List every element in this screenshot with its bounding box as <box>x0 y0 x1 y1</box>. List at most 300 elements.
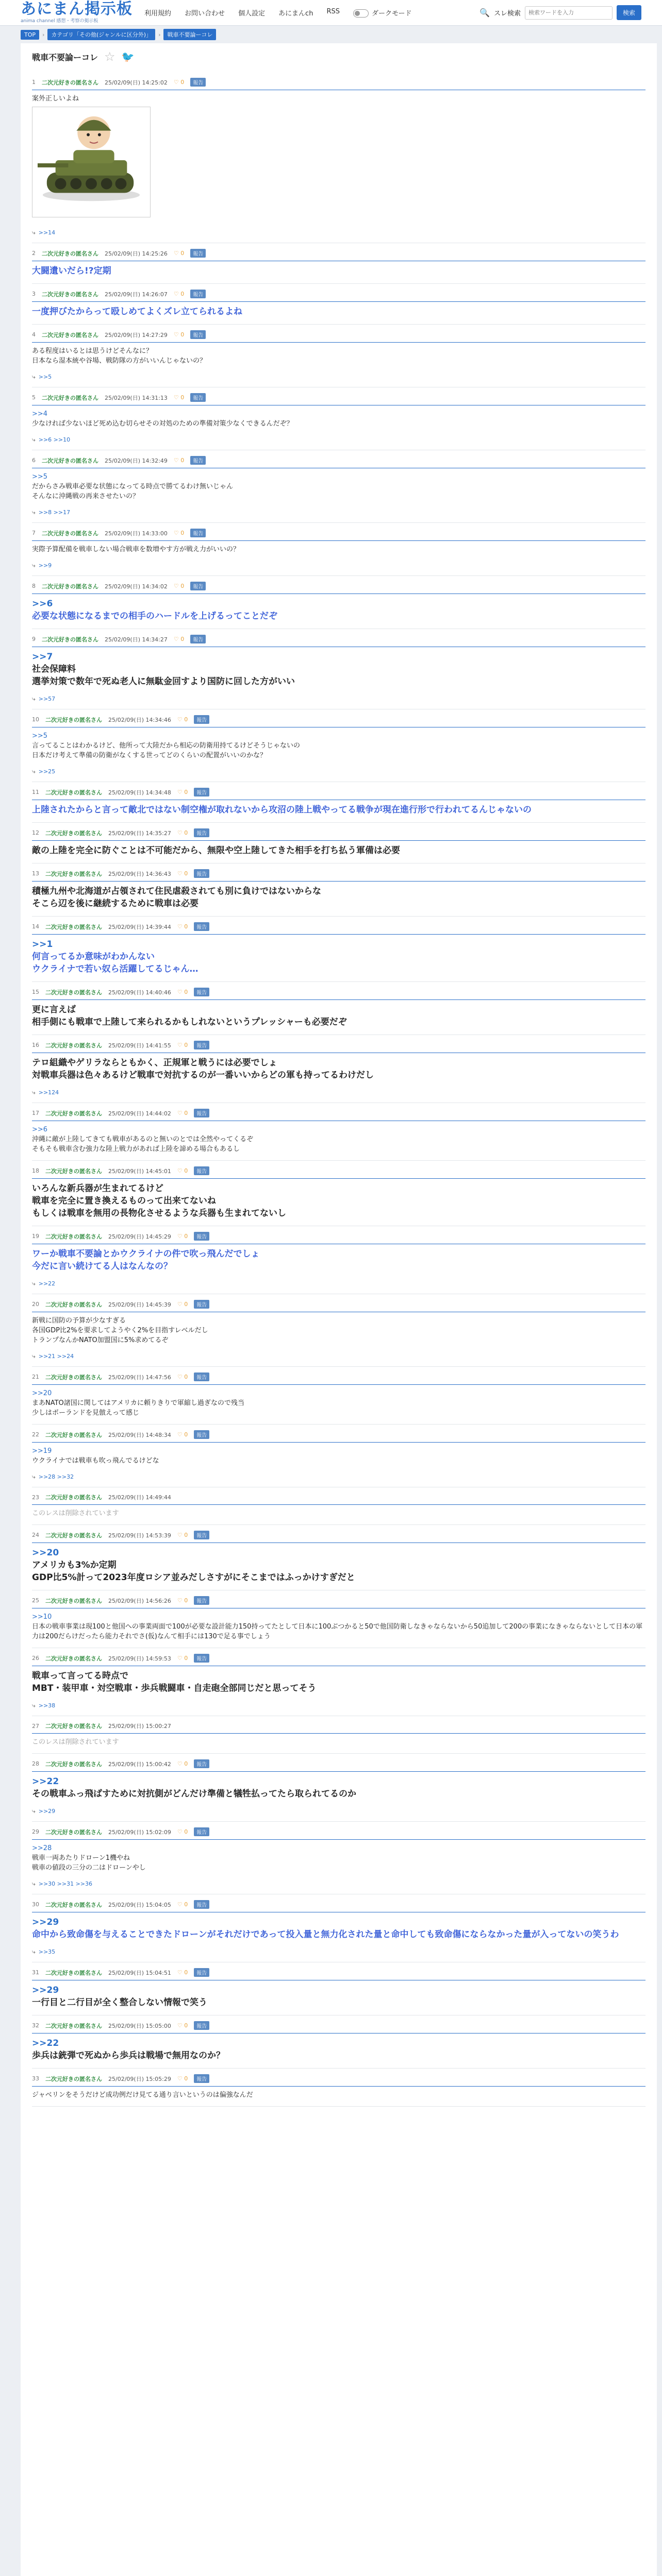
post-line: そんなに沖縄戦の再来させたいの？ <box>32 493 140 500</box>
like-button[interactable]: ♡ 0 <box>177 1301 188 1308</box>
report-button[interactable]: 報告 <box>190 249 206 258</box>
report-button[interactable]: 報告 <box>194 715 209 724</box>
heart-icon: ♡ <box>177 1969 183 1976</box>
like-button[interactable]: ♡ 0 <box>177 1042 188 1048</box>
report-button[interactable]: 報告 <box>190 290 206 298</box>
post-body <box>32 346 646 366</box>
post-item <box>32 2069 646 2107</box>
report-button[interactable]: 報告 <box>194 2074 209 2083</box>
like-button[interactable]: ♡ 0 <box>173 457 185 464</box>
post-header <box>32 1722 646 1734</box>
post-number[interactable]: 7 <box>32 530 36 536</box>
post-date: 25/02/09(日) 14:45:01 <box>108 1167 171 1175</box>
report-button[interactable]: 報告 <box>194 828 209 837</box>
reply-arrow-icon: ⤷ <box>32 695 36 702</box>
post-body <box>32 409 646 429</box>
post-body <box>32 1125 646 1154</box>
like-button[interactable]: ♡ 0 <box>173 394 185 401</box>
report-button[interactable]: 報告 <box>194 1232 209 1241</box>
reply-arrow-icon: ⤷ <box>32 1352 36 1360</box>
post-body <box>32 265 646 277</box>
post-date: 25/02/09(日) 14:35:27 <box>108 829 171 837</box>
report-button[interactable]: 報告 <box>194 1372 209 1381</box>
post-item <box>32 1035 646 1103</box>
post-date: 25/02/09(日) 14:36:43 <box>108 870 171 877</box>
post-date: 25/02/09(日) 14:53:39 <box>108 1532 171 1539</box>
post-line: 一行目と二行目が全く整合しない情報で笑う <box>32 1997 207 2008</box>
post-line: 相手側にも戦車で上陸して来られるかもしれないというプレッシャーも必要だぞ <box>32 1017 347 1027</box>
report-button[interactable]: 報告 <box>194 1900 209 1909</box>
report-button[interactable]: 報告 <box>190 78 206 87</box>
nav-contact[interactable]: お問い合わせ <box>185 9 225 18</box>
post-body <box>32 804 646 816</box>
post-date: 25/02/09(日) 14:44:02 <box>108 1110 171 1117</box>
post-number[interactable]: 26 <box>32 1655 39 1662</box>
reply-arrow-icon: ⤷ <box>32 1807 36 1815</box>
post-line[interactable]: >>10 <box>32 1613 52 1621</box>
heart-icon: ♡ <box>177 923 183 930</box>
post-number[interactable]: 25 <box>32 1597 39 1604</box>
poster-name: 二次元好きの匿名さん <box>45 1110 102 1117</box>
report-button[interactable]: 報告 <box>194 1041 209 1049</box>
post-line: ある程度はいるとは思うけどそんなに？ <box>32 347 153 355</box>
post-number[interactable]: 32 <box>32 2022 39 2029</box>
post-item <box>32 325 646 387</box>
reply-link[interactable]: >>8 >>17 <box>38 509 71 516</box>
heart-icon: ♡ <box>177 1532 183 1538</box>
like-button[interactable]: ♡ 0 <box>177 870 188 877</box>
post-body <box>32 1916 646 1941</box>
report-button[interactable]: 報告 <box>194 1300 209 1309</box>
post-body <box>32 472 646 501</box>
reply-links <box>32 1880 646 1888</box>
tank-character-image[interactable] <box>32 107 151 217</box>
search-input[interactable] <box>525 6 613 20</box>
post-item <box>32 982 646 1035</box>
post-number[interactable]: 15 <box>32 989 39 995</box>
reply-links <box>32 373 646 381</box>
like-button[interactable]: ♡ 0 <box>177 1597 188 1604</box>
report-button[interactable]: 報告 <box>190 330 206 339</box>
reply-link[interactable]: >>25 <box>38 768 56 775</box>
post-line[interactable]: >>20 <box>32 1548 59 1558</box>
post-line[interactable]: >>6 <box>32 599 53 609</box>
reply-arrow-icon: ⤷ <box>32 229 36 236</box>
post-line[interactable]: >>5 <box>32 732 48 740</box>
post-header <box>32 828 646 841</box>
like-button[interactable]: ♡ 0 <box>173 583 185 589</box>
post-date: 25/02/09(日) 14:31:13 <box>105 394 168 401</box>
report-button[interactable]: 報告 <box>194 1654 209 1663</box>
post-number[interactable]: 2 <box>32 250 36 257</box>
post-header <box>32 1596 646 1608</box>
poster-name: 二次元好きの匿名さん <box>45 2022 102 2029</box>
like-button[interactable]: ♡ 0 <box>177 1655 188 1662</box>
post-line[interactable]: >>20 <box>32 1389 52 1397</box>
post-body <box>32 1843 646 1873</box>
post-number[interactable]: 27 <box>32 1722 39 1730</box>
twitter-share-icon[interactable]: 🐦 <box>121 50 135 63</box>
post-item <box>32 1294 646 1367</box>
report-button[interactable]: 報告 <box>190 456 206 465</box>
post-number[interactable]: 20 <box>32 1301 39 1308</box>
post-line: もしくは戦車を無用の長物化させるような兵器も生まれてないし <box>32 1208 286 1218</box>
post-date: 25/02/09(日) 14:27:29 <box>105 331 168 338</box>
post-line: ウクライナでは戦車も吹っ飛んでるけどな <box>32 1457 159 1465</box>
post-item <box>32 863 646 917</box>
post-line: まあNATO諸国に関してはアメリカに頼りきりで軍縮し過ぎなので残当 <box>32 1399 244 1407</box>
report-button[interactable]: 報告 <box>194 788 209 796</box>
like-button[interactable]: ♡ 0 <box>177 829 188 836</box>
post-header <box>32 1166 646 1179</box>
post-date: 25/02/09(日) 14:25:26 <box>105 250 168 257</box>
like-button[interactable]: ♡ 0 <box>177 1828 188 1835</box>
post-body <box>32 94 646 104</box>
post-number[interactable]: 21 <box>32 1374 39 1380</box>
post-header <box>32 1372 646 1385</box>
post-date: 25/02/09(日) 15:02:09 <box>108 1828 171 1836</box>
post-item <box>32 1590 646 1648</box>
poster-name: 二次元好きの匿名さん <box>45 1969 102 1976</box>
report-button[interactable]: 報告 <box>194 1109 209 1117</box>
post-number[interactable]: 19 <box>32 1233 39 1240</box>
poster-name: 二次元好きの匿名さん <box>45 1760 102 1768</box>
reply-arrow-icon: ⤷ <box>32 562 36 569</box>
post-body <box>32 938 646 975</box>
search-button[interactable]: 検索 <box>617 5 641 20</box>
heart-icon: ♡ <box>173 250 179 257</box>
post-line: そこら辺を後に継続するために戦車は必要 <box>32 899 198 909</box>
poster-name: 二次元好きの匿名さん <box>42 394 98 401</box>
post-line: 社会保障料 <box>32 664 76 674</box>
post-line[interactable]: >>28 <box>32 1844 52 1852</box>
heart-icon: ♡ <box>173 331 179 338</box>
poster-name: 二次元好きの匿名さん <box>42 636 98 643</box>
heart-icon: ♡ <box>177 2022 183 2029</box>
report-button[interactable]: 報告 <box>194 1166 209 1175</box>
post-header <box>32 2021 646 2033</box>
report-button[interactable]: 報告 <box>194 1968 209 1977</box>
post-line: 更に言えば <box>32 1005 76 1015</box>
post-header <box>32 582 646 594</box>
post-header <box>32 869 646 882</box>
poster-name: 二次元好きの匿名さん <box>45 1723 102 1730</box>
post-line: このレスは削除されています <box>32 1738 119 1746</box>
post-date: 25/02/09(日) 15:05:00 <box>108 2022 171 2029</box>
reply-link[interactable]: >>28 >>32 <box>38 1473 74 1480</box>
post-item <box>32 917 646 982</box>
reply-arrow-icon: ⤷ <box>32 1702 36 1709</box>
post-number[interactable]: 33 <box>32 2075 39 2082</box>
post-item <box>32 576 646 629</box>
post-line: 戦車って言ってる時点で <box>32 1671 128 1681</box>
post-line[interactable]: >>1 <box>32 939 53 950</box>
poster-name: 二次元好きの匿名さん <box>45 1374 102 1381</box>
post-item <box>32 1103 646 1161</box>
report-button[interactable]: 報告 <box>190 635 206 643</box>
post-line: 実際予算配備を戦車しない場合戦車を数増やす方が戦え力がいいの？ <box>32 546 240 553</box>
post-line: テロ組織やゲリラならともかく、正規軍と戦うには必要でしょ <box>32 1058 277 1068</box>
post-number[interactable]: 22 <box>32 1431 39 1438</box>
post-number[interactable]: 16 <box>32 1042 39 1048</box>
page-title: 戦車不要論ーコレ <box>32 52 98 62</box>
like-button[interactable]: ♡ 0 <box>173 636 185 642</box>
post-number[interactable]: 13 <box>32 870 39 877</box>
post-date: 25/02/09(日) 14:34:02 <box>105 583 168 590</box>
post-number[interactable]: 11 <box>32 789 39 795</box>
report-button[interactable]: 報告 <box>194 869 209 878</box>
like-button[interactable]: ♡ 0 <box>177 1110 188 1116</box>
post-header <box>32 1759 646 1772</box>
reply-arrow-icon: ⤷ <box>32 1880 36 1887</box>
post-date: 25/02/09(日) 14:47:56 <box>108 1374 171 1381</box>
post-item <box>32 523 646 576</box>
like-button[interactable]: ♡ 0 <box>177 1532 188 1538</box>
report-button[interactable]: 報告 <box>194 1596 209 1605</box>
like-button[interactable]: ♡ 0 <box>177 1431 188 1438</box>
post-item <box>32 1754 646 1822</box>
poster-name: 二次元好きの匿名さん <box>45 1233 102 1240</box>
post-item <box>32 1648 646 1716</box>
post-line[interactable]: >>5 <box>32 473 48 481</box>
post-body <box>32 306 646 318</box>
heart-icon: ♡ <box>177 2075 183 2082</box>
post-item <box>32 1425 646 1487</box>
post-date: 25/02/09(日) 14:34:27 <box>105 636 168 643</box>
like-button[interactable]: ♡ 0 <box>177 1233 188 1240</box>
post-line: 日本の戦車事業は現100と他国への事業両面で100が必要な設計能力150持ってたとして日本に100ぶつかると50で他国防衛しなきゃならないから50追加して200の事業になきゃならないとして日本の軍力は200だらけだったら能力それでさ(仮)なんて相手には130で足る事でしょう <box>32 1623 643 1640</box>
post-date: 25/02/09(日) 14:45:39 <box>108 1301 171 1308</box>
post-number[interactable]: 24 <box>32 1532 39 1538</box>
heart-icon: ♡ <box>177 1167 183 1174</box>
post-date: 25/02/09(日) 14:59:53 <box>108 1655 171 1662</box>
reply-link[interactable]: >>124 <box>38 1089 59 1096</box>
reply-arrow-icon: ⤷ <box>32 373 36 380</box>
post-body <box>32 1984 646 2009</box>
report-button[interactable]: 報告 <box>194 1531 209 1539</box>
like-button[interactable]: ♡ 0 <box>177 1969 188 1976</box>
post-line: だからさみ戦車必要な状態になってる時点で勝てるわけ無いじゃん <box>32 483 234 490</box>
post-body <box>32 1509 646 1518</box>
post-body <box>32 651 646 688</box>
poster-name: 二次元好きの匿名さん <box>45 1532 102 1539</box>
like-button[interactable]: ♡ 0 <box>177 2075 188 2082</box>
post-date: 25/02/09(日) 14:40:46 <box>108 989 171 996</box>
nav-terms[interactable]: 利用規約 <box>144 9 172 18</box>
like-button[interactable]: ♡ 0 <box>173 250 185 257</box>
post-line: 言ってることはわかるけど、他所って大陸だから相応の防衛用持てるけどそうじゃないの <box>32 742 301 750</box>
post-line[interactable]: >>19 <box>32 1447 52 1455</box>
reply-arrow-icon: ⤷ <box>32 1089 36 1096</box>
post-date: 25/02/09(日) 14:25:02 <box>105 79 168 86</box>
poster-name: 二次元好きの匿名さん <box>45 1494 102 1501</box>
reply-arrow-icon: ⤷ <box>32 1473 36 1480</box>
like-button[interactable]: ♡ 0 <box>173 291 185 297</box>
post-number[interactable]: 5 <box>32 394 36 401</box>
heart-icon: ♡ <box>173 394 179 401</box>
like-button[interactable]: ♡ 0 <box>177 2022 188 2029</box>
post-header <box>32 1109 646 1121</box>
post-line[interactable]: >>7 <box>32 652 53 662</box>
like-button[interactable]: ♡ 0 <box>177 1901 188 1908</box>
post-line[interactable]: >>22 <box>32 2038 59 2048</box>
reply-link[interactable]: >>35 <box>38 1948 56 1955</box>
like-button[interactable]: ♡ 0 <box>177 716 188 723</box>
report-button[interactable]: 報告 <box>190 529 206 537</box>
post-body <box>32 1182 646 1219</box>
report-button[interactable]: 報告 <box>194 988 209 996</box>
dark-mode-toggle[interactable]: ダークモード <box>353 8 411 18</box>
like-button[interactable]: ♡ 0 <box>177 923 188 930</box>
heart-icon: ♡ <box>177 1110 183 1116</box>
post-item <box>32 1822 646 1894</box>
post-header <box>32 635 646 647</box>
favorite-star-icon[interactable]: ☆ <box>104 49 115 64</box>
reply-link[interactable]: >>14 <box>38 229 56 236</box>
post-line: 選挙対策で数年で死ぬ老人に無駄金回すより国防に回した方がいい <box>32 676 295 687</box>
post-date: 25/02/09(日) 15:00:27 <box>108 1723 171 1730</box>
post-date: 25/02/09(日) 14:34:46 <box>108 716 171 723</box>
post-line: 今だに言い続けてる人はなんなの？ <box>32 1261 172 1272</box>
like-button[interactable]: ♡ 0 <box>177 1374 188 1380</box>
reply-links <box>32 229 646 236</box>
reply-links <box>32 562 646 569</box>
post-item <box>32 1161 646 1226</box>
heart-icon: ♡ <box>177 870 183 877</box>
heart-icon: ♡ <box>173 79 179 86</box>
heart-icon: ♡ <box>173 636 179 642</box>
report-button[interactable]: 報告 <box>194 2021 209 2030</box>
post-line[interactable]: >>4 <box>32 410 48 418</box>
poster-name: 二次元好きの匿名さん <box>42 530 98 537</box>
reply-link[interactable]: >>5 <box>38 374 52 380</box>
report-button[interactable]: 報告 <box>194 922 209 931</box>
poster-name: 二次元好きの匿名さん <box>45 1597 102 1604</box>
breadcrumb-top[interactable]: TOP <box>21 30 39 40</box>
post-number[interactable]: 10 <box>32 716 39 723</box>
nav-animanch[interactable]: あにまんch <box>278 9 313 18</box>
post-number[interactable]: 8 <box>32 583 36 589</box>
poster-name: 二次元好きの匿名さん <box>42 250 98 257</box>
reply-link[interactable]: >>30 >>31 >>36 <box>38 1880 93 1887</box>
like-button[interactable]: ♡ 0 <box>177 1760 188 1767</box>
breadcrumb-thread[interactable]: 戦車不要論ーコレ <box>163 29 216 40</box>
post-number[interactable]: 9 <box>32 636 36 642</box>
reply-link[interactable]: >>29 <box>38 1808 56 1815</box>
heart-icon: ♡ <box>177 1760 183 1767</box>
post-line: その戦車ふっ飛ばすために対抗側がどんだけ準備と犠牲払ってたら取られてるのか <box>32 1789 356 1799</box>
post-line: 少なければ少ないほど死め込む切らせその対処のための準備対策少なくできるんだぞ？ <box>32 420 293 428</box>
post-line[interactable]: >>29 <box>32 1985 59 1995</box>
heart-icon: ♡ <box>177 1233 183 1240</box>
post-item <box>32 450 646 523</box>
top-bar <box>0 0 662 26</box>
reply-link[interactable]: >>21 >>24 <box>38 1353 74 1360</box>
post-line: 積極九州や北海道が占領されて住民虐殺されても別に負けではないからな <box>32 886 321 896</box>
post-number[interactable]: 4 <box>32 331 36 338</box>
post-body <box>32 598 646 622</box>
nav-settings[interactable]: 個人設定 <box>238 9 266 18</box>
post-date: 25/02/09(日) 14:33:00 <box>105 530 168 537</box>
post-header <box>32 78 646 90</box>
heart-icon: ♡ <box>177 1374 183 1380</box>
reply-link[interactable]: >>57 <box>38 696 56 702</box>
post-date: 25/02/09(日) 14:34:48 <box>108 789 171 796</box>
nav-rss[interactable]: RSS <box>326 7 340 15</box>
reply-links <box>32 509 646 516</box>
post-number[interactable]: 17 <box>32 1110 39 1116</box>
post-number[interactable]: 6 <box>32 457 36 464</box>
like-button[interactable]: ♡ 0 <box>173 79 185 86</box>
post-header <box>32 529 646 541</box>
post-item <box>32 284 646 325</box>
like-button[interactable]: ♡ 0 <box>173 530 185 536</box>
post-body <box>32 1388 646 1418</box>
post-line[interactable]: >>29 <box>32 1917 59 1927</box>
site-logo[interactable]: あにまん掲示板 anima channel 感想・考察の掲示板 <box>21 0 133 24</box>
post-number[interactable]: 14 <box>32 923 39 930</box>
poster-name: 二次元好きの匿名さん <box>45 1042 102 1049</box>
reply-link[interactable]: >>6 >>10 <box>38 436 71 443</box>
post-number[interactable]: 29 <box>32 1828 39 1835</box>
post-body <box>32 731 646 760</box>
post-line[interactable]: >>22 <box>32 1776 59 1787</box>
post-item <box>32 387 646 450</box>
post-item <box>32 1894 646 1962</box>
heart-icon: ♡ <box>177 1042 183 1048</box>
heart-icon: ♡ <box>177 829 183 836</box>
like-button[interactable]: ♡ 0 <box>173 331 185 338</box>
poster-name: 二次元好きの匿名さん <box>42 457 98 464</box>
post-number[interactable]: 3 <box>32 291 36 297</box>
post-number[interactable]: 23 <box>32 1494 39 1501</box>
post-header <box>32 988 646 1000</box>
reply-link[interactable]: >>22 <box>38 1280 56 1287</box>
like-button[interactable]: ♡ 0 <box>177 789 188 795</box>
post-line: 何言ってるか意味がわかんない <box>32 952 155 962</box>
reply-link[interactable]: >>9 <box>38 562 52 569</box>
report-button[interactable]: 報告 <box>194 1430 209 1439</box>
post-number[interactable]: 18 <box>32 1167 39 1174</box>
post-header <box>32 1300 646 1312</box>
post-line: 戦車一両あたりドローン1機やね <box>32 1854 130 1862</box>
post-line[interactable]: >>6 <box>32 1126 48 1133</box>
post-body <box>32 844 646 857</box>
post-item <box>32 629 646 709</box>
post-number[interactable]: 12 <box>32 829 39 836</box>
post-line: そもそも戦車含む強力な陸上戦力があれば上陸を諦める場合もあるし <box>32 1145 240 1153</box>
like-button[interactable]: ♡ 0 <box>177 1167 188 1174</box>
reply-links <box>32 1089 646 1096</box>
post-number[interactable]: 1 <box>32 79 36 86</box>
reply-link[interactable]: >>38 <box>38 1702 56 1709</box>
breadcrumb-category[interactable]: カテゴリ「その他(ジャンルに区分外)」 <box>47 29 155 40</box>
poster-name: 二次元好きの匿名さん <box>45 2075 102 2082</box>
report-button[interactable]: 報告 <box>190 393 206 402</box>
post-number[interactable]: 30 <box>32 1901 39 1908</box>
like-button[interactable]: ♡ 0 <box>177 989 188 995</box>
post-header <box>32 1430 646 1443</box>
report-button[interactable]: 報告 <box>194 1827 209 1836</box>
post-line: 案外正しいよね <box>32 95 79 103</box>
post-line: 戦車の値段の三分の二はドローンやし <box>32 1864 146 1872</box>
report-button[interactable]: 報告 <box>194 1759 209 1768</box>
post-number[interactable]: 31 <box>32 1969 39 1976</box>
report-button[interactable]: 報告 <box>190 582 206 590</box>
post-date: 25/02/09(日) 15:04:05 <box>108 1901 171 1908</box>
post-number[interactable]: 28 <box>32 1760 39 1767</box>
poster-name: 二次元好きの匿名さん <box>45 829 102 837</box>
